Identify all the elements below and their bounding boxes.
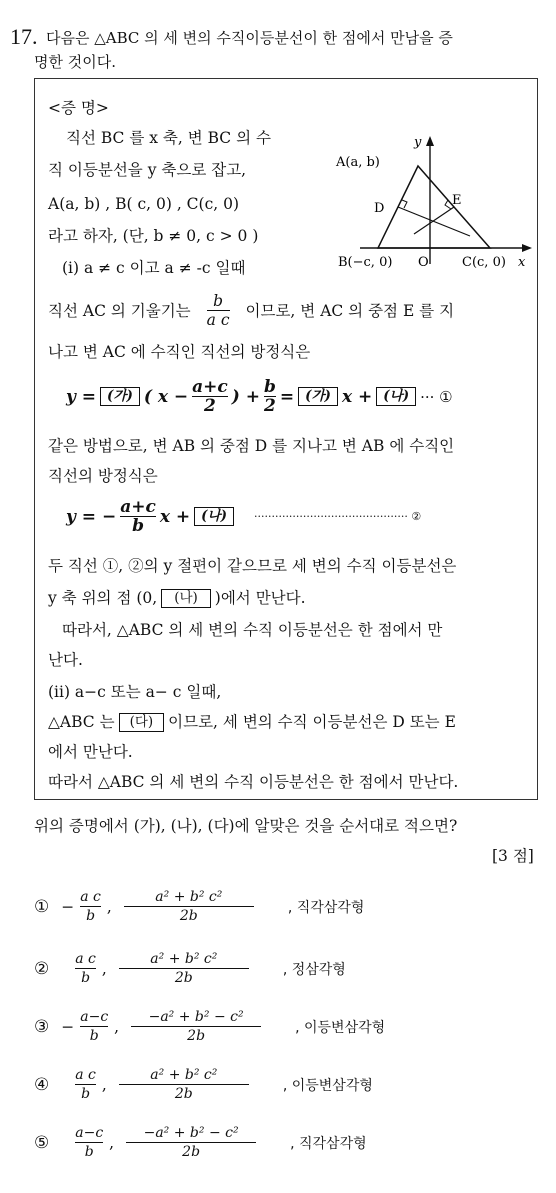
eq1-x-open: ( x − [143, 386, 189, 407]
choice-frac2-den: 2b [119, 1084, 249, 1103]
eq1-box-ga-2: (가) [298, 387, 338, 406]
choice-frac2-den: 2b [126, 1142, 256, 1161]
fig-label-a: A(a, b) [336, 155, 380, 170]
eq2-frac-den: b [120, 516, 156, 535]
proof-line-8: 같은 방법으로, 변 AB 의 중점 D 를 지나고 변 AB 에 수직인 [48, 437, 455, 455]
eq1-y: y = [66, 386, 97, 407]
proof-heading: <증 명> [48, 99, 109, 117]
proof-line-7: 나고 변 AC 에 수직인 직선의 방정식은 [48, 343, 311, 361]
choice-frac2-den: 2b [119, 968, 249, 987]
p15-pre: △ABC 는 [48, 713, 115, 731]
fig-label-c: C(c, 0) [462, 255, 506, 270]
proof-line-1: 직선 BC 를 x 축, 변 BC 의 수 [66, 129, 271, 147]
choice-sign: − [61, 1017, 75, 1036]
choice-frac2-num: −a² + b² − c² [143, 1125, 239, 1141]
choice-frac1 [75, 1124, 103, 1161]
choice-shape: , 이등변삼각형 [295, 1019, 386, 1036]
eq2-x: x + [159, 506, 191, 527]
choice-shape: , 직각삼각형 [290, 1135, 367, 1152]
points-label: [3 점] [492, 847, 534, 865]
proof-line-12: 따라서, △ABC 의 세 변의 수직 이등분선은 한 점에서 만 [62, 621, 443, 639]
choice-shape: , 정삼각형 [282, 961, 346, 978]
fig-label-y: y [414, 135, 422, 150]
choice-mark: ① [34, 896, 50, 917]
proof-line-5: (i) a ≠ c 이고 a ≠ -c 일때 [62, 259, 246, 277]
p15-post: 이므로, 세 변의 수직 이등분선은 D 또는 E [168, 713, 456, 731]
choice-frac1-den: b [80, 906, 101, 925]
choice-4[interactable] [34, 1066, 373, 1103]
choice-frac1 [80, 888, 101, 925]
proof-line-16: 에서 만난다. [48, 743, 133, 761]
p11-post: )에서 만난다. [214, 589, 306, 607]
choice-5[interactable] [34, 1124, 367, 1161]
choice-frac1-num: a c [80, 889, 101, 905]
eq2-y: y = − [66, 506, 117, 527]
choice-frac2 [119, 950, 249, 987]
p11-box-na: (나) [161, 589, 211, 608]
problem-number: 17. [10, 24, 38, 49]
eq1-box-na: (나) [376, 387, 416, 406]
choice-shape: , 이등변삼각형 [282, 1077, 373, 1094]
y-axis-arrow [426, 136, 434, 146]
eq1-frac2-num: b [263, 377, 276, 397]
p11-pre: y 축 위의 점 (0, [48, 589, 158, 607]
choice-frac2 [119, 1066, 249, 1103]
choice-frac1-den: b [80, 1026, 108, 1045]
choice-1[interactable] [34, 888, 364, 925]
fig-label-b: B(−c, 0) [338, 255, 393, 270]
slope-fraction [207, 292, 230, 329]
bisector-ac [414, 207, 454, 234]
choice-frac2 [131, 1008, 261, 1045]
triangle-abc [378, 166, 490, 248]
choice-frac2-den: 2b [131, 1026, 261, 1045]
choice-comma: , [114, 1017, 120, 1036]
bisector-ab [398, 207, 470, 236]
eq1-frac2 [264, 378, 276, 415]
proof-line-13: 난다. [48, 651, 83, 669]
proof-line-15 [48, 712, 456, 732]
slope-num: b [213, 292, 224, 310]
fig-label-x: x [518, 255, 526, 270]
slope-pre: 직선 AC 의 기울기는 [48, 301, 191, 320]
fig-label-d: D [374, 201, 385, 216]
eq2-box-na: (나) [194, 507, 234, 526]
proof-line-9: 직선의 방정식은 [48, 467, 158, 485]
equation-1 [66, 378, 453, 415]
eq1-x: x + [341, 386, 373, 407]
eq1-tag: ··· ① [420, 387, 453, 406]
choice-mark: ② [34, 958, 50, 979]
choice-frac2-num: a² + b² c² [150, 951, 218, 967]
eq2-frac [120, 498, 156, 535]
proof-line-14: (ii) a−c 또는 a− c 일때, [48, 683, 222, 701]
choice-frac1-num: a c [75, 1067, 96, 1083]
eq1-frac-num: a+c [192, 377, 228, 397]
choice-shape: , 직각삼각형 [287, 899, 365, 916]
right-angle-d [402, 200, 407, 208]
slope-den: a c [206, 311, 230, 329]
proof-line-11 [48, 588, 306, 608]
problem-stem-line1: 다음은 △ABC 의 세 변의 수직이등분선이 한 점에서 만남을 증 [46, 29, 453, 47]
choice-frac1-num: a c [75, 951, 96, 967]
choice-frac1-den: b [75, 1084, 96, 1103]
eq1-frac-den: 2 [192, 396, 228, 415]
slope-line [48, 292, 454, 329]
eq1-eq: = [279, 386, 295, 407]
question-text: 위의 증명에서 (가), (나), (다)에 알맞은 것을 순서대로 적으면? [34, 817, 458, 835]
choice-mark: ⑤ [34, 1132, 50, 1153]
choice-comma: , [101, 959, 107, 978]
proof-line-2: 직 이등분선을 y 축으로 잡고, [48, 161, 247, 179]
choice-sign: − [61, 897, 75, 916]
choice-mark: ④ [34, 1074, 50, 1095]
choice-mark: ③ [34, 1016, 50, 1037]
slope-post: 이므로, 변 AC 의 중점 E 를 지 [245, 301, 455, 320]
eq1-close: ) + [231, 386, 260, 407]
eq1-box-ga: (가) [100, 387, 140, 406]
choice-comma: , [109, 1133, 115, 1152]
proof-line-4: 라고 하자, (단, b ≠ 0, c > 0 ) [48, 227, 259, 245]
choice-frac1-num: a−c [80, 1009, 109, 1025]
proof-line-3: A(a, b) , B( c, 0) , C(c, 0) [48, 195, 240, 213]
coordinate-figure [330, 130, 534, 280]
choice-frac2-num: −a² + b² − c² [148, 1009, 244, 1025]
choice-frac2-num: a² + b² c² [150, 1067, 218, 1083]
equation-2 [66, 498, 421, 535]
choice-frac1 [75, 950, 96, 987]
proof-line-17: 따라서 △ABC 의 세 변의 수직 이등분선은 한 점에서 만난다. [48, 773, 459, 791]
choice-frac1 [75, 1066, 96, 1103]
eq1-frac [192, 378, 228, 415]
choice-frac1-den: b [75, 1142, 103, 1161]
choice-comma: , [106, 897, 112, 916]
choice-frac2-num: a² + b² c² [155, 889, 223, 905]
eq2-tag: ············································ ② [253, 510, 422, 523]
choice-frac1 [80, 1008, 108, 1045]
right-angle-e [445, 200, 451, 209]
fig-label-o: O [418, 255, 429, 270]
choice-frac2 [126, 1124, 256, 1161]
proof-line-10: 두 직선 ①, ②의 y 절편이 같으므로 세 변의 수직 이등분선은 [48, 557, 457, 575]
choice-2[interactable] [34, 950, 346, 987]
choice-frac2-den: 2b [124, 906, 254, 925]
x-axis-arrow [522, 244, 532, 252]
choice-comma: , [101, 1075, 107, 1094]
eq2-frac-num: a+c [120, 497, 156, 517]
fig-label-e: E [452, 193, 462, 208]
eq1-frac2-den: 2 [264, 396, 276, 416]
p15-box-da: (다) [119, 713, 165, 732]
problem-stem-line2: 명한 것이다. [34, 53, 116, 71]
choice-3[interactable] [34, 1008, 385, 1045]
choice-frac2 [124, 888, 254, 925]
choice-frac1-num: a−c [75, 1125, 104, 1141]
choice-frac1-den: b [75, 968, 96, 987]
